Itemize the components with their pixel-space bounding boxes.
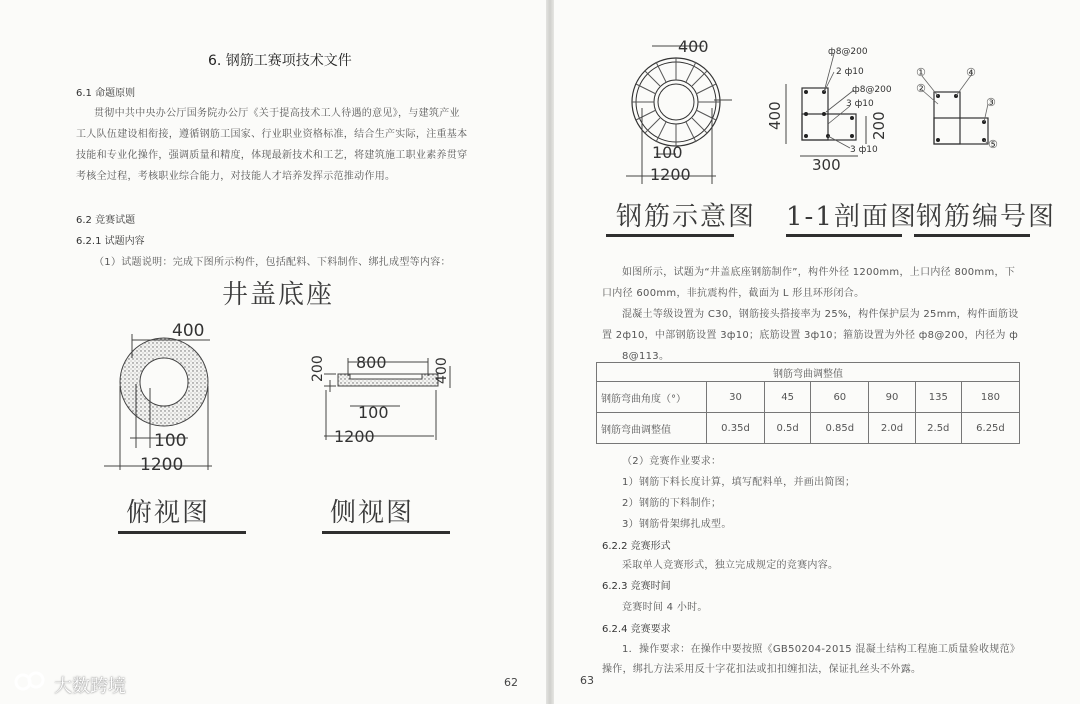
top-view-label: 俯视图 (126, 498, 211, 528)
section-6-2-heading: 6.2 竞赛试题 (76, 215, 136, 226)
section-6-2-3-heading: 6.2.3 竞赛时间 (602, 581, 671, 592)
mark-1: ① (916, 66, 926, 79)
requirements-title: （2）竞赛作业要求： (622, 456, 722, 467)
section-callout-5: 3 ф10 (850, 145, 878, 155)
watermark-logo-icon (14, 669, 48, 700)
table-cell: 180 (961, 382, 1019, 413)
requirement-item: 1）钢筋下料长度计算，填写配料单，并画出简图； (622, 477, 856, 488)
table-cell: 2.5d (915, 413, 961, 444)
side-view-dim-400: 400 (434, 357, 450, 384)
table-cell: 135 (915, 382, 961, 413)
numbering-view-drawing (908, 64, 1008, 156)
table-cell: 90 (869, 382, 915, 413)
watermark (14, 669, 126, 700)
para-a-line-1: 如图所示，试题为“井盖底座钢筋制作”，构件外径 1200mm，上口内径 800mm，下 (622, 267, 1016, 278)
side-view-dim-200: 200 (310, 355, 326, 382)
table-row-label: 钢筋弯曲角度（°） (597, 382, 707, 413)
rebar-view-underline (606, 234, 734, 237)
table-cell: 0.85d (811, 413, 869, 444)
side-view-label: 侧视图 (330, 498, 415, 528)
book-spine (546, 0, 554, 704)
text-6-2-4-line-1: 1．操作要求：在操作中要按照《GB50204-2015 混凝土结构工程施工质量验收规范》 (622, 644, 1021, 655)
top-view-dim-1200: 1200 (140, 455, 184, 475)
requirement-item: 3）钢筋骨架绑扎成型。 (622, 519, 732, 530)
section-dim-200: 200 (870, 111, 888, 140)
rebar-view-label: 钢筋示意图 (616, 202, 757, 232)
section-6-2-2-heading: 6.2.2 竞赛形式 (602, 541, 671, 552)
watermark-text: 大数跨境 (54, 675, 126, 697)
table-cell: 45 (764, 382, 810, 413)
numbering-view-underline (914, 234, 1030, 237)
para-b-line-3: 8@113。 (622, 351, 670, 362)
table-row (597, 382, 1020, 413)
rebar-view-dim-400: 400 (678, 37, 709, 56)
top-view-dim-400: 400 (172, 321, 205, 341)
para-6-1-line-3: 技能和专业化操作，强调质量和精度，体现最新技术和工艺，将建筑施工职业素养贯穿 (76, 150, 468, 161)
rebar-view-drawing (612, 36, 762, 186)
table-cell: 6.25d (961, 413, 1019, 444)
side-view-dim-100: 100 (358, 403, 389, 422)
section-callout-2: 2 ф10 (836, 67, 864, 77)
drawing-title: 井盖底座 (222, 280, 335, 310)
text-6-2-3: 竞赛时间 4 小时。 (622, 602, 708, 613)
para-6-1-line-2: 工人队伍建设相衔接，遵循钢筋工国家、行业职业资格标准，结合生产实际，注重基本 (76, 129, 468, 140)
left-page-number: 62 (504, 676, 518, 689)
table-cell: 0.5d (764, 413, 810, 444)
section-6-2-1-heading: 6.2.1 试题内容 (76, 236, 145, 247)
section-dim-400: 400 (766, 101, 784, 130)
side-view-drawing (300, 342, 460, 452)
top-view-dim-100: 100 (154, 431, 187, 451)
requirement-item: 2）钢筋的下料制作； (622, 498, 722, 509)
section-view-drawing (762, 40, 902, 174)
section-6-1-heading: 6.1 命题原则 (76, 88, 136, 99)
para-a-line-2: 口内径 600mm，非抗震构件，截面为 L 形且环形闭合。 (602, 288, 865, 299)
table-cell: 30 (707, 382, 765, 413)
section-callout-4: 3 ф10 (846, 99, 874, 109)
section-dim-300: 300 (812, 156, 841, 174)
para-b-line-1: 混凝土等级设置为 C30，钢筋接头搭接率为 25%，构件保护层为 25mm，构件面筋设 (622, 309, 1019, 320)
mark-3: ③ (986, 96, 996, 109)
top-view-underline (118, 531, 246, 534)
section-callout-3: ф8@200 (852, 85, 892, 95)
table-cell: 2.0d (869, 413, 915, 444)
side-view-dim-1200: 1200 (334, 427, 375, 446)
text-6-2-2: 采取单人竞赛形式，独立完成规定的竞赛内容。 (622, 560, 839, 571)
text-6-2-4-line-2: 操作，绑扎方法采用反十字花扣法或扣扣缠扣法，保证扎丝头不外露。 (602, 664, 922, 675)
rebar-view-dim-1200: 1200 (650, 165, 691, 184)
top-view-drawing (92, 318, 242, 478)
para-6-1-line-4: 考核全过程，考核职业综合能力，对技能人才培养发挥示范推动作用。 (76, 171, 396, 182)
bend-adjustment-table (596, 362, 1020, 444)
section-6-2-4-heading: 6.2.4 竞赛要求 (602, 624, 671, 635)
right-page-number: 63 (580, 674, 594, 687)
rebar-view-dim-100: 100 (652, 143, 683, 162)
side-view-underline (322, 531, 450, 534)
mark-2: ② (916, 82, 926, 95)
table-row-label: 钢筋弯曲调整值 (597, 413, 707, 444)
section-callout-1: ф8@200 (828, 47, 868, 57)
mark-5: ⑤ (988, 138, 998, 151)
section-view-label: 1-1剖面图 (786, 202, 918, 232)
table-row (597, 413, 1020, 444)
table-header: 钢筋弯曲调整值 (597, 363, 1020, 382)
task-line: （1）试题说明：完成下图所示构件，包括配料、下料制作、绑扎成型等内容： (94, 257, 451, 268)
para-b-line-2: 置 2ф10，中部钢筋设置 3ф10；底筋设置 3ф10；箍筋设置为外径 ф8@200，内径为 ф (602, 330, 1019, 341)
mark-4: ④ (966, 66, 976, 79)
section-view-underline (786, 234, 902, 237)
table-header-row (597, 363, 1020, 382)
numbering-view-label: 钢筋编号图 (916, 202, 1057, 232)
table-cell: 60 (811, 382, 869, 413)
table-cell: 0.35d (707, 413, 765, 444)
para-6-1-line-1: 贯彻中共中央办公厅国务院办公厅《关于提高技术工人待遇的意见》，与建筑产业 (94, 108, 460, 119)
side-view-dim-800: 800 (356, 353, 387, 372)
chapter-title: 6. 钢筋工赛项技术文件 (208, 53, 352, 69)
